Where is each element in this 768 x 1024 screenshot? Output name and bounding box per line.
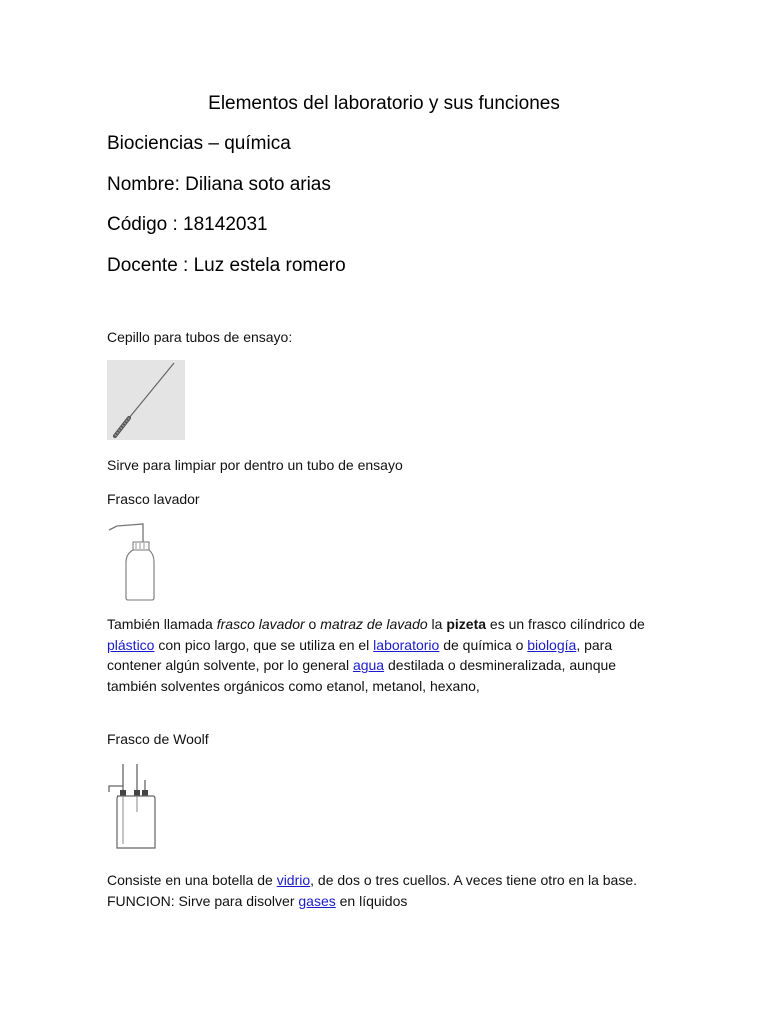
text-run: o [304, 616, 321, 632]
link-gases[interactable]: gases [298, 892, 336, 909]
wash-bottle-heading: Frasco lavador [107, 491, 200, 507]
brush-heading: Cepillo para tubos de ensayo: [107, 329, 293, 345]
student-name-line: Nombre: Diliana soto arias [107, 174, 331, 195]
course-line: Biociencias – química [107, 133, 291, 154]
link-plastico[interactable]: plástico [107, 636, 155, 653]
woolf-heading: Frasco de Woolf [107, 731, 209, 747]
text-run: También llamada [107, 616, 217, 632]
teacher-line: Docente : Luz estela romero [107, 255, 346, 276]
wash-bottle-paragraph [107, 614, 652, 696]
link-vidrio[interactable]: vidrio [276, 872, 311, 888]
link-agua[interactable]: agua [352, 657, 385, 673]
link-biologia[interactable]: biología [527, 636, 577, 653]
text-run-italic: frasco lavador [216, 616, 305, 632]
text-run: destilada o desmineralizada, aunque también solventes orgánicos como etanol, metanol, hexano, [107, 657, 617, 694]
text-run: la [427, 616, 447, 632]
text-run: es un frasco cilíndrico de [486, 616, 645, 632]
text-run: , de dos o tres cuellos. A veces tiene otro en la base. FUNCION: Sirve para disolver [107, 872, 638, 909]
woolf-paragraph [107, 870, 652, 911]
text-run: Consiste en una botella de [107, 872, 277, 888]
brush-description: Sirve para limpiar por dentro un tubo de ensayo [107, 457, 403, 473]
page-title: Elementos del laboratorio y sus funciones [208, 93, 560, 114]
link-laboratorio[interactable]: laboratorio [373, 636, 440, 653]
text-run: con pico largo, que se utiliza en el [154, 636, 374, 653]
code-line: Código : 18142031 [107, 214, 268, 235]
wash-bottle-icon [107, 522, 157, 602]
woolf-bottle-icon [107, 762, 157, 852]
text-run: , para contener algún solvente, por lo general [107, 636, 613, 673]
test-tube-brush-icon [107, 360, 185, 440]
text-run-bold: pizeta [446, 616, 487, 632]
text-run: en líquidos [335, 892, 408, 909]
text-run-italic: matraz de lavado [320, 616, 428, 632]
text-run: de química o [439, 636, 528, 653]
